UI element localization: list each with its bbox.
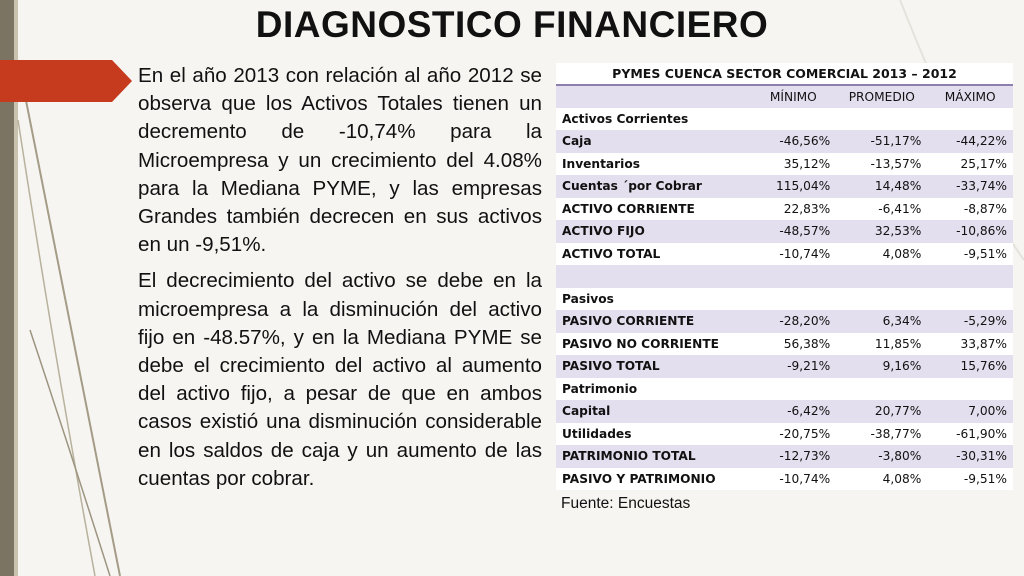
- financial-table: [556, 63, 1013, 490]
- cell-maximo: -44,22%: [927, 130, 1013, 153]
- cell-minimo: [750, 108, 836, 131]
- cell-maximo: -30,31%: [927, 445, 1013, 468]
- table-caption-row: [556, 63, 1013, 85]
- table-caption: PYMES CUENCA SECTOR COMERCIAL 2013 – 2012: [556, 63, 1013, 85]
- table-row: [556, 130, 1013, 153]
- cell-minimo: -6,42%: [750, 400, 836, 423]
- cell-maximo: -33,74%: [927, 175, 1013, 198]
- row-label: Patrimonio: [556, 378, 750, 401]
- header-minimo: MÍNIMO: [750, 85, 836, 108]
- table-row: [556, 423, 1013, 446]
- row-label: ACTIVO CORRIENTE: [556, 198, 750, 221]
- row-label: Capital: [556, 400, 750, 423]
- cell-promedio: 4,08%: [836, 243, 927, 266]
- row-label: PATRIMONIO TOTAL: [556, 445, 750, 468]
- cell-minimo: -28,20%: [750, 310, 836, 333]
- table-row: [556, 153, 1013, 176]
- table-row: [556, 445, 1013, 468]
- cell-promedio: 9,16%: [836, 355, 927, 378]
- cell-minimo: -46,56%: [750, 130, 836, 153]
- cell-minimo: -9,21%: [750, 355, 836, 378]
- row-label: ACTIVO FIJO: [556, 220, 750, 243]
- table-row: [556, 243, 1013, 266]
- header-promedio: PROMEDIO: [836, 85, 927, 108]
- cell-promedio: [836, 265, 927, 288]
- row-label: Utilidades: [556, 423, 750, 446]
- cell-maximo: -61,90%: [927, 423, 1013, 446]
- cell-promedio: 20,77%: [836, 400, 927, 423]
- cell-maximo: [927, 108, 1013, 131]
- cell-maximo: [927, 265, 1013, 288]
- cell-promedio: [836, 288, 927, 311]
- table-row: [556, 378, 1013, 401]
- table-row: [556, 220, 1013, 243]
- cell-maximo: -5,29%: [927, 310, 1013, 333]
- paragraph-1: En el año 2013 con relación al año 2012 se observa que los Activos Totales tienen un decremento de -10,74% para la Microempresa y un crecimiento del 4.08% para la Mediana PYME, y las empresas Grandes también decrecen en sus activos en un -9,51%.: [138, 64, 542, 257]
- table-row: [556, 175, 1013, 198]
- cell-promedio: 11,85%: [836, 333, 927, 356]
- cell-minimo: 35,12%: [750, 153, 836, 176]
- body-text: [138, 62, 542, 501]
- table-row: [556, 355, 1013, 378]
- row-label: PASIVO NO CORRIENTE: [556, 333, 750, 356]
- table-row: [556, 310, 1013, 333]
- row-label: Caja: [556, 130, 750, 153]
- table-row: [556, 198, 1013, 221]
- table-source-note: Fuente: Encuestas: [561, 495, 691, 512]
- red-arrow-shape: [0, 60, 132, 102]
- cell-minimo: -10,74%: [750, 468, 836, 491]
- table-row: [556, 468, 1013, 491]
- cell-promedio: -38,77%: [836, 423, 927, 446]
- table-row: [556, 333, 1013, 356]
- row-label: PASIVO Y PATRIMONIO: [556, 468, 750, 491]
- row-label: ACTIVO TOTAL: [556, 243, 750, 266]
- row-label: Cuentas ´por Cobrar: [556, 175, 750, 198]
- row-label: [556, 265, 750, 288]
- header-maximo: MÁXIMO: [927, 85, 1013, 108]
- header-label-cell: [556, 85, 750, 108]
- table-row-spacer: [556, 265, 1013, 288]
- cell-minimo: -10,74%: [750, 243, 836, 266]
- cell-maximo: [927, 378, 1013, 401]
- cell-maximo: 15,76%: [927, 355, 1013, 378]
- row-label: PASIVO CORRIENTE: [556, 310, 750, 333]
- cell-promedio: [836, 108, 927, 131]
- table-row: [556, 400, 1013, 423]
- cell-promedio: [836, 378, 927, 401]
- cell-minimo: -48,57%: [750, 220, 836, 243]
- cell-maximo: -9,51%: [927, 468, 1013, 491]
- cell-promedio: -13,57%: [836, 153, 927, 176]
- cell-maximo: [927, 288, 1013, 311]
- cell-minimo: 115,04%: [750, 175, 836, 198]
- cell-promedio: 6,34%: [836, 310, 927, 333]
- cell-minimo: -12,73%: [750, 445, 836, 468]
- row-label: Activos Corrientes: [556, 108, 750, 131]
- cell-minimo: 22,83%: [750, 198, 836, 221]
- cell-promedio: -6,41%: [836, 198, 927, 221]
- cell-promedio: 32,53%: [836, 220, 927, 243]
- cell-maximo: -9,51%: [927, 243, 1013, 266]
- row-label: PASIVO TOTAL: [556, 355, 750, 378]
- cell-minimo: [750, 378, 836, 401]
- cell-maximo: 25,17%: [927, 153, 1013, 176]
- cell-promedio: -3,80%: [836, 445, 927, 468]
- page-title: DIAGNOSTICO FINANCIERO: [255, 4, 769, 45]
- row-label: Inventarios: [556, 153, 750, 176]
- table-header-row: [556, 85, 1013, 108]
- cell-minimo: 56,38%: [750, 333, 836, 356]
- cell-maximo: -10,86%: [927, 220, 1013, 243]
- table-row: [556, 288, 1013, 311]
- row-label: Pasivos: [556, 288, 750, 311]
- paragraph-2: El decrecimiento del activo se debe en la microempresa a la disminución del activo fijo en -48.57%, y en la Mediana PYME se debe el crecimiento del activo al aumento del activo fijo, a pesar de que en ambos casos existió una disminución considerable en los saldos de caja y un aumento de las cuentas por cobrar.: [138, 269, 542, 490]
- table-row: [556, 108, 1013, 131]
- cell-minimo: [750, 288, 836, 311]
- cell-minimo: -20,75%: [750, 423, 836, 446]
- cell-promedio: 4,08%: [836, 468, 927, 491]
- cell-maximo: 7,00%: [927, 400, 1013, 423]
- cell-promedio: -51,17%: [836, 130, 927, 153]
- cell-maximo: -8,87%: [927, 198, 1013, 221]
- cell-promedio: 14,48%: [836, 175, 927, 198]
- cell-maximo: 33,87%: [927, 333, 1013, 356]
- cell-minimo: [750, 265, 836, 288]
